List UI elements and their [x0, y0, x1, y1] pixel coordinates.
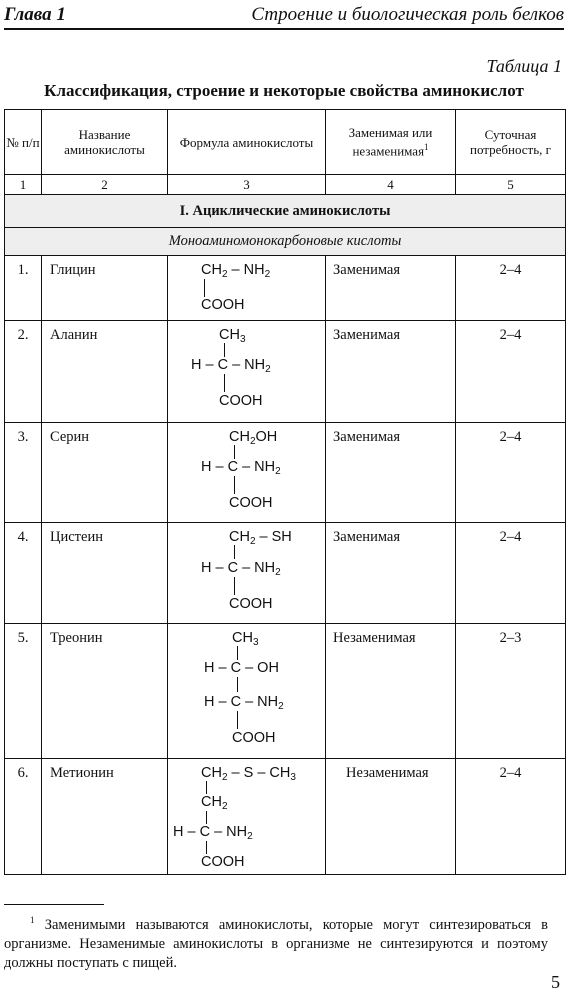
footnote	[4, 911, 548, 973]
replaceability: Заменимая	[326, 256, 456, 321]
table-title: Классификация, строение и некоторые свойства аминокислот	[44, 81, 524, 100]
subsection-row	[5, 228, 566, 256]
header-type	[326, 110, 456, 175]
formula-line: COOH	[229, 495, 273, 511]
formula-line: H – C – $NH_2$	[201, 459, 281, 477]
formula-line: COOH	[232, 730, 276, 746]
column-number: 3	[168, 175, 326, 195]
column-number: 2	[42, 175, 168, 195]
row-number: 6.	[5, 759, 42, 875]
replaceability: Заменимая	[326, 523, 456, 624]
formula-line: $CH_2$ – S – $CH_3$	[201, 765, 296, 783]
amino-acid-name: Метионин	[42, 759, 168, 875]
running-head	[4, 2, 564, 30]
page-number: 5	[551, 972, 560, 992]
column-number: 5	[456, 175, 566, 195]
header-need: Суточная потребность, г	[456, 110, 566, 175]
formula-line: $CH_3$	[219, 327, 246, 345]
bond-line	[206, 781, 207, 794]
cysteine-formula	[168, 529, 325, 620]
header-type-text: Заменимая или незаменимая	[348, 125, 433, 159]
bond-line	[234, 476, 235, 494]
chapter-label: Глава 1	[4, 4, 66, 25]
row-number: 2.	[5, 321, 42, 423]
formula-line: H – C – $NH_2$	[173, 824, 253, 842]
row-number: 5.	[5, 624, 42, 759]
formula-cell	[168, 321, 326, 423]
formula-line: H – C – OH	[204, 660, 279, 676]
table-row	[5, 624, 566, 759]
bond-line	[234, 577, 235, 595]
formula-line: $CH_2$	[201, 794, 228, 812]
bond-line	[224, 374, 225, 392]
alanine-formula	[168, 327, 325, 419]
table-label: Таблица 1	[486, 56, 562, 76]
column-number: 4	[326, 175, 456, 195]
amino-acid-name: Серин	[42, 423, 168, 523]
replaceability: Заменимая	[326, 321, 456, 423]
formula-line: H – C – $NH_2$	[204, 694, 284, 712]
bond-line	[204, 279, 205, 297]
column-number-row	[5, 175, 566, 195]
formula-line: $CH_2OH$	[229, 429, 278, 447]
bond-line	[237, 677, 238, 692]
subsection-heading: Моноаминомонокарбоновые кислоты	[5, 228, 566, 256]
replaceability: Незаменимая	[326, 624, 456, 759]
formula-line: COOH	[201, 854, 245, 870]
daily-requirement: 2–4	[456, 256, 566, 321]
table-row	[5, 423, 566, 523]
header-formula: Формула аминокислоты	[168, 110, 326, 175]
row-number: 4.	[5, 523, 42, 624]
footnote-ref: 1	[424, 142, 429, 153]
formula-line: $CH_2 - NH_2$	[201, 262, 271, 280]
threonine-formula	[168, 630, 325, 754]
methionine-formula	[168, 765, 325, 871]
formula-cell	[168, 759, 326, 875]
row-number: 1.	[5, 256, 42, 321]
formula-cell	[168, 423, 326, 523]
column-number: 1	[5, 175, 42, 195]
amino-acid-name: Треонин	[42, 624, 168, 759]
formula-line: COOH	[219, 393, 263, 409]
table-row	[5, 321, 566, 423]
daily-requirement: 2–3	[456, 624, 566, 759]
daily-requirement: 2–4	[456, 321, 566, 423]
formula-line: H – C – $NH_2$	[201, 560, 281, 578]
formula-cell	[168, 624, 326, 759]
section-heading: I. Ациклические аминокислоты	[5, 195, 566, 228]
formula-cell	[168, 523, 326, 624]
replaceability: Незаменимая	[326, 759, 456, 875]
bond-line	[206, 811, 207, 824]
footnote-text: Заменимыми называются аминокислоты, которые могут синтезироваться в организме. Незаменимые аминокислоты в организме не синтезируются и поэтому должны поступать с пищей.	[4, 916, 548, 971]
daily-requirement: 2–4	[456, 759, 566, 875]
bond-line	[234, 445, 235, 459]
formula-line: COOH	[229, 596, 273, 612]
amino-acid-name: Цистеин	[42, 523, 168, 624]
section-title: Строение и биологическая роль белков	[251, 4, 564, 25]
footnote-marker: 1	[30, 915, 35, 925]
formula-line: H – C – $NH_2$	[191, 357, 271, 375]
bond-line	[224, 343, 225, 357]
serine-formula	[168, 429, 325, 519]
table-row	[5, 759, 566, 875]
header-name: Название аминокислоты	[42, 110, 168, 175]
amino-acid-name: Аланин	[42, 321, 168, 423]
daily-requirement: 2–4	[456, 423, 566, 523]
formula-cell	[168, 256, 326, 321]
row-number: 3.	[5, 423, 42, 523]
amino-acid-name: Глицин	[42, 256, 168, 321]
table-row	[5, 256, 566, 321]
header-num: № п/п	[5, 110, 42, 175]
daily-requirement: 2–4	[456, 523, 566, 624]
formula-line: COOH	[201, 297, 245, 313]
bond-line	[206, 841, 207, 854]
bond-line	[237, 646, 238, 660]
formula-line: $CH_2$ – SH	[229, 529, 292, 547]
replaceability: Заменимая	[326, 423, 456, 523]
bond-line	[237, 711, 238, 729]
table-header-row	[5, 110, 566, 175]
glycine-formula	[168, 262, 325, 318]
footnote-divider	[4, 904, 104, 905]
formula-line: $CH_3$	[232, 630, 259, 648]
table-row	[5, 523, 566, 624]
section-row	[5, 195, 566, 228]
bond-line	[234, 545, 235, 559]
amino-acid-table	[4, 109, 566, 875]
